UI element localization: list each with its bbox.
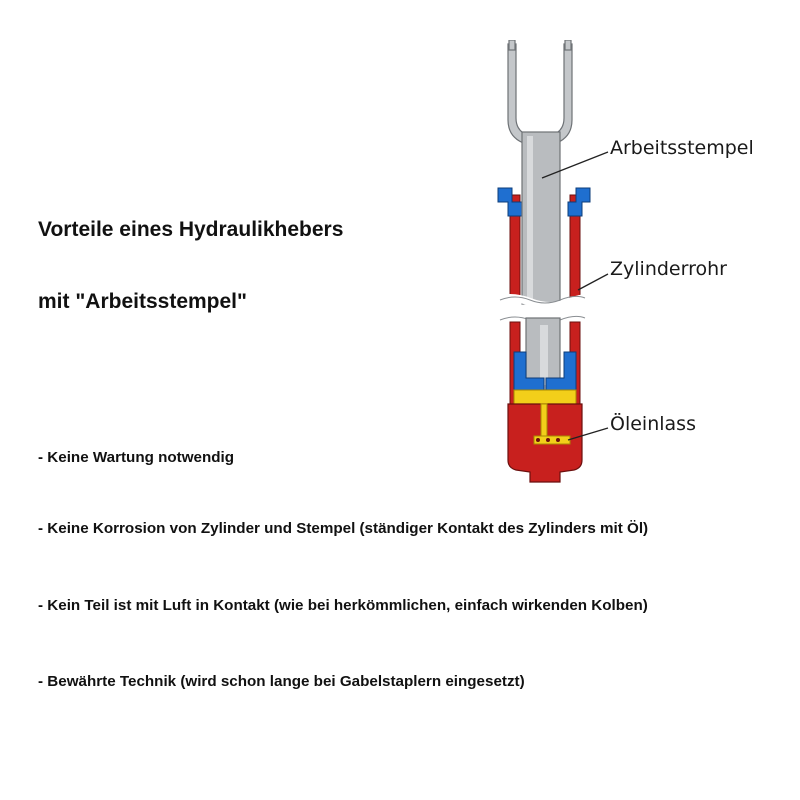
leader-line-cylinder	[578, 274, 608, 290]
advantage-item: - Keine Korrosion von Zylinder und Stempel (ständiger Kontakt des Zylinders mit Öl)	[38, 520, 649, 537]
ram-highlight	[527, 136, 533, 302]
heading-line-1: Vorteile eines Hydraulikhebers	[38, 218, 344, 241]
advantage-item: - Bewährte Technik (wird schon lange bei Gabelstaplern eingesetzt)	[38, 673, 525, 690]
fork	[508, 40, 572, 146]
label-arbeitsstempel: Arbeitsstempel	[610, 137, 754, 159]
oil-inlet-dot	[546, 438, 550, 442]
fork-right-prong	[544, 44, 572, 146]
oil-inlet-dot	[556, 438, 560, 442]
oil-inlet-dot	[536, 438, 540, 442]
fork-left-tip	[509, 40, 515, 50]
top-seal-left	[498, 188, 522, 216]
advantage-item: - Keine Wartung notwendig	[38, 449, 235, 466]
fork-left-prong	[508, 44, 536, 146]
top-seal-right	[568, 188, 590, 216]
fork-right-tip	[565, 40, 571, 50]
label-zylinderrohr: Zylinderrohr	[610, 258, 727, 280]
advantage-item: - Kein Teil ist mit Luft in Kontakt (wie bei herkömmlichen, einfach wirkenden Kolben)	[38, 597, 648, 614]
heading-line-2: mit "Arbeitsstempel"	[38, 290, 247, 313]
label-oeleinlass: Öleinlass	[610, 413, 696, 435]
oil-layer	[514, 390, 576, 404]
ram-lower-highlight	[540, 325, 548, 385]
